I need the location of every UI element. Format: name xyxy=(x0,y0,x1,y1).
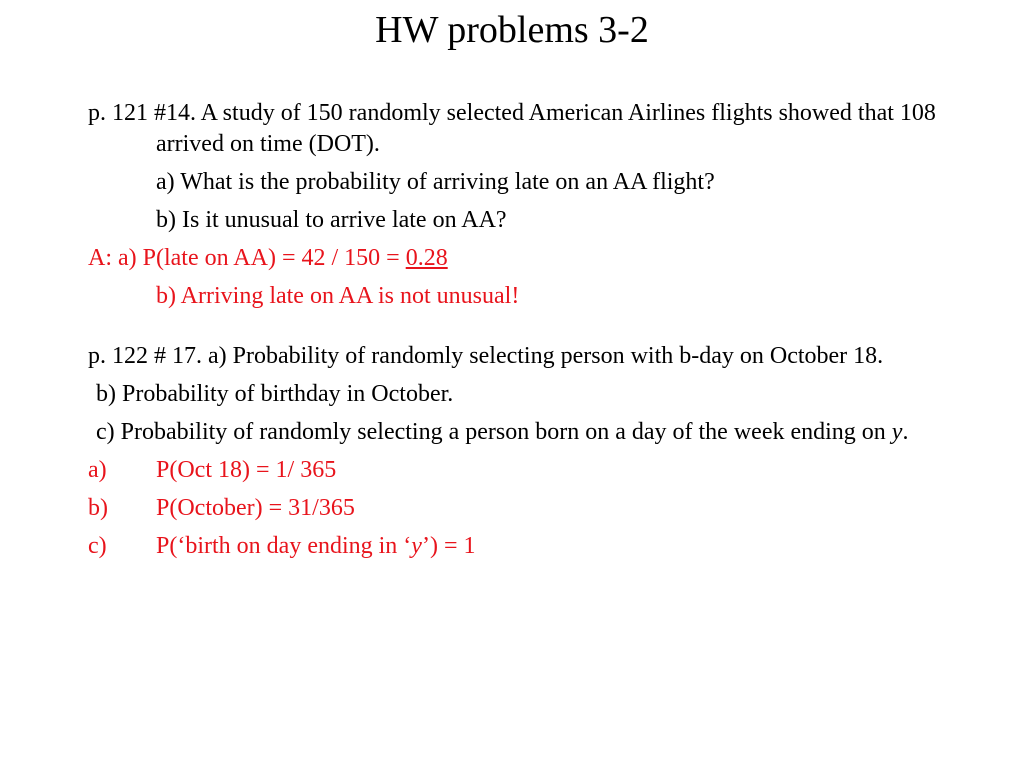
answer-2-b-text: P(October) = 31/365 xyxy=(156,495,355,521)
answer-2-c-suffix: ’) = 1 xyxy=(421,533,476,559)
answer-2-c-var: y xyxy=(411,533,422,559)
problem-2-part-c-var: y xyxy=(891,419,903,445)
slide-body xyxy=(88,98,988,569)
answer-2-b-label: b) xyxy=(88,495,108,521)
problem-1-part-b: b) Is it unusual to arrive late on AA? xyxy=(156,207,507,233)
answer-2-c-text xyxy=(156,531,475,562)
problem-2-part-b: b) Probability of birthday in October. xyxy=(96,381,454,407)
answer-2-c xyxy=(88,531,988,562)
problem-2-part-c-text: c) Probability of randomly selecting a person born on a day of the week ending on xyxy=(96,419,892,445)
answer-2-b xyxy=(88,493,988,524)
problem-1-prompt: p. 121 #14. A study of 150 randomly selected American Airlines flights showed that 108 arrived on time (DOT). xyxy=(88,100,936,157)
answer-2-c-label: c) xyxy=(88,533,107,559)
problem-1-part-a: a) What is the probability of arriving late on an AA flight? xyxy=(156,169,715,195)
problem-2-part-c xyxy=(88,417,988,448)
answer-1-a xyxy=(88,243,988,274)
slide-title: HW problems 3-2 xyxy=(375,9,649,51)
answer-2-c-prefix: P(‘birth on day ending in ‘ xyxy=(156,533,412,559)
answer-1-a-text: A: a) P(late on AA) = 42 / 150 = xyxy=(88,245,406,271)
problem-2-part-c-suffix: . xyxy=(902,419,909,445)
answer-1-b: b) Arriving late on AA is not unusual! xyxy=(156,283,520,309)
answer-1-a-value: 0.28 xyxy=(405,245,448,271)
problem-2-prompt: p. 122 # 17. a) Probability of randomly selecting person with b-day on October 18. xyxy=(88,343,884,369)
answer-2-a-text: P(Oct 18) = 1/ 365 xyxy=(156,457,337,483)
answer-2-a xyxy=(88,455,988,486)
answer-2-a-label: a) xyxy=(88,457,107,483)
